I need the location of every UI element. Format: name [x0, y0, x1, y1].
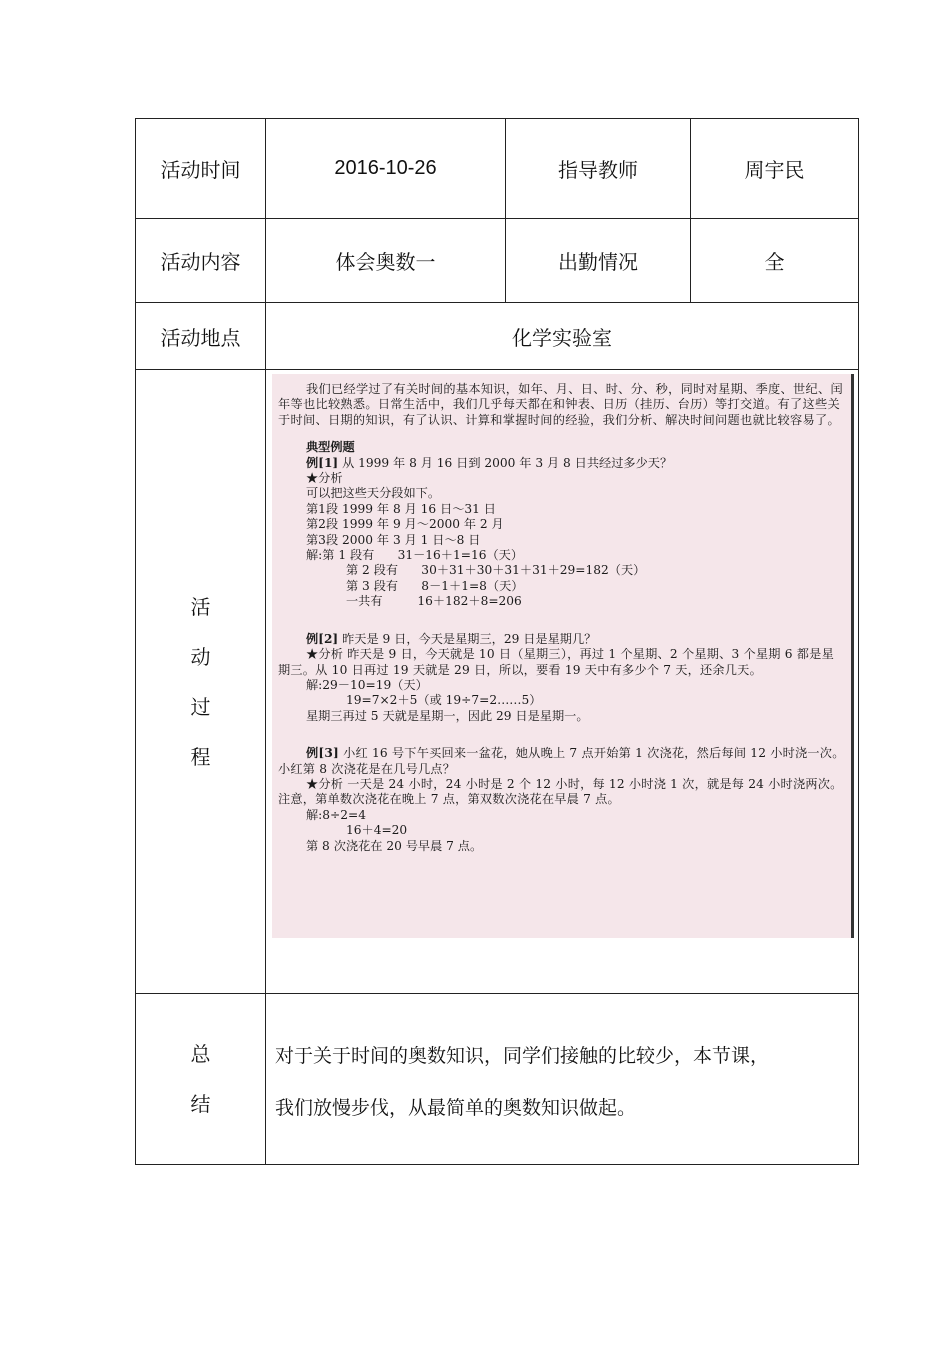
example-2-solution: 解:29－10=19（天）	[306, 677, 428, 692]
summary-label-char: 结	[190, 1092, 211, 1116]
table-border-right	[858, 118, 859, 1165]
activity-process-label	[136, 370, 265, 993]
example-1-line: 第3段 2000 年 3 月 1 日～8 日	[306, 532, 481, 547]
example-3-solution: 解:8÷2=4	[306, 807, 366, 822]
example-1-line: 可以把这些天分段如下。	[306, 486, 441, 501]
summary-text	[275, 1030, 845, 1134]
example-1-solution: 第 3 段有 8－1＋1=8（天）	[346, 578, 524, 593]
process-label-char: 动	[190, 644, 211, 669]
example-1-solution: 一共有 16＋182＋8=206	[346, 594, 522, 609]
summary-line-1: 对于关于时间的奥数知识，同学们接触的比较少，本节课，	[275, 1045, 770, 1067]
example-1-line: 第1段 1999 年 8 月 16 日～31 日	[306, 501, 496, 516]
teacher-label: 指导教师	[558, 158, 638, 182]
activity-content-label: 活动内容	[160, 250, 241, 274]
example-3-solution: 16＋4=20	[346, 823, 408, 838]
summary-label	[136, 994, 265, 1164]
example-2-question: 例[2] 昨天是 9 日，今天是星期三，29 日是星期几？	[306, 631, 597, 646]
activity-location-label: 活动地点	[160, 325, 241, 350]
summary-line-2: 我们放慢步伐，从最简单的奥数知识做起。	[275, 1097, 637, 1119]
process-label-char: 过	[190, 694, 211, 719]
scanned-worksheet-image	[272, 374, 854, 938]
example-3-analysis: ★分析 一天是 24 小时，24 小时是 2 个 12 小时，每 12 小时浇 1 次，就是每 24 小时浇两次。注意，第单数次浇花在晚上 7 点，第双数次浇花在早晨 7 点。	[278, 776, 843, 807]
attendance-label: 出勤情况	[558, 250, 638, 274]
example-1-solution: 第 2 段有 30＋31＋30＋31＋31＋29=182（天）	[346, 563, 646, 578]
example-2-conclusion: 星期三再过 5 天就是星期一，因此 29 日是星期一。	[306, 708, 589, 723]
activity-time-value: 2016-10-26	[334, 157, 437, 179]
example-2-analysis: ★分析 昨天是 9 日，今天就是 10 日（星期三），再过 1 个星期、2 个星期、3 个星期 6 都是星期三。从 10 日再过 19 天就是 29 日，所以，要看 19 天中有多少个 7 天，还余几天。	[278, 647, 834, 677]
example-1-question: 例[1] 从 1999 年 8 月 16 日到 2000 年 3 月 8 日共经过多少天？	[306, 455, 673, 470]
activity-time-label: 活动时间	[160, 158, 241, 182]
teacher-value: 周宇民	[744, 158, 805, 182]
example-3-question: 例[3] 小红 16 号下午买回来一盆花，她从晚上 7 点开始第 1 次浇花，然后每间 12 小时浇一次。小红第 8 次浇花是在几号几点？	[278, 746, 845, 776]
worksheet-intro: 我们已经学过了有关时间的基本知识，如年、月、日、时、分、秒，同时对星期、季度、世纪、闰年等也比较熟悉。日常生活中，我们几乎每天都在和钟表、日历（挂历、台历）等打交道。有了这些关于时间、日期的知识，有了认识、计算和掌握时间的经验，我们分析、解决时间问题也就比较容易了。	[278, 382, 843, 427]
activity-location-value: 化学实验室	[512, 325, 612, 350]
section-title: 典型例题	[306, 440, 355, 455]
example-1-analysis: ★分析	[306, 471, 343, 486]
example-1-solution: 解:第 1 段有 31－16＋1=16（天）	[306, 548, 524, 563]
process-label-char: 活	[190, 594, 211, 619]
example-2-solution: 19=7×2＋5（或 19÷7=2……5）	[346, 693, 542, 708]
table-border-bottom	[135, 1164, 859, 1165]
summary-label-char: 总	[190, 1042, 211, 1066]
example-3-conclusion: 第 8 次浇花在 20 号早晨 7 点。	[306, 838, 483, 853]
example-1-line: 第2段 1999 年 9 月～2000 年 2 月	[306, 517, 504, 532]
process-label-char: 程	[190, 744, 211, 769]
activity-content-value: 体会奥数一	[335, 250, 436, 274]
attendance-value: 全	[764, 250, 785, 274]
